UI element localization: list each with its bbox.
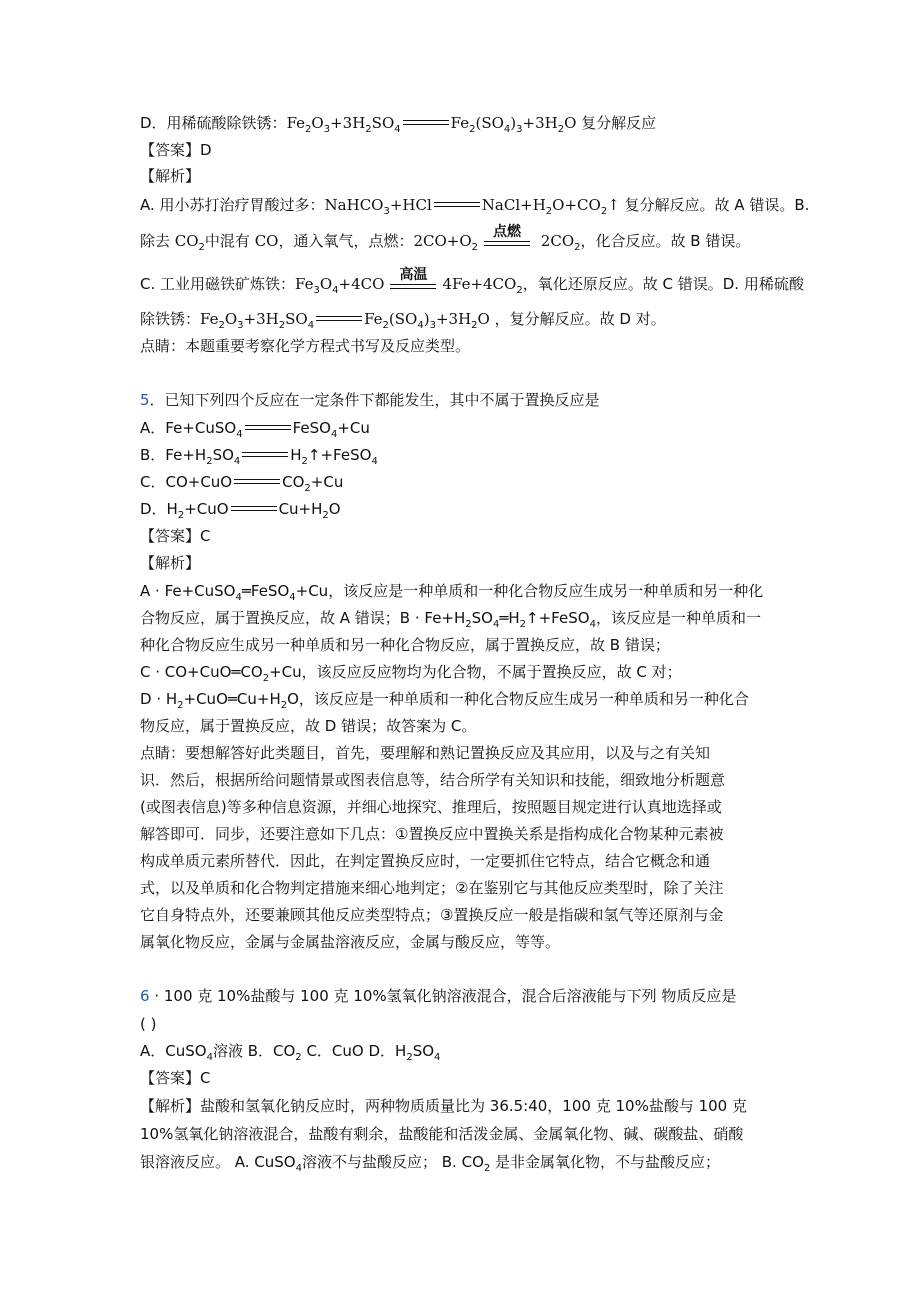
text-line [140, 224, 751, 258]
subscript: 2 [471, 320, 478, 331]
subscript: 4 [307, 320, 315, 331]
text-run: SO [471, 609, 493, 627]
text-run: 种化合物反应生成另一种单质和另一种化合物反应，属于置换反应，故 B 错误； [140, 636, 670, 654]
subscript: 4 [235, 592, 242, 603]
text-run: +3H [522, 114, 558, 132]
text-run: ═H [499, 609, 520, 627]
text-run: SO [371, 114, 395, 132]
subscript: 2 [465, 619, 472, 630]
text-run: O [564, 114, 577, 132]
text-line [140, 770, 725, 790]
subscript: 2 [280, 700, 288, 711]
question-number: 5 [140, 391, 150, 409]
text-run: ═FeSO [241, 582, 290, 600]
text-line [140, 113, 656, 140]
subscript: 3 [323, 124, 331, 135]
equals-bars [390, 283, 436, 290]
text-run: 银溶液反应。 A. CuSO [140, 1153, 296, 1171]
text-run: D · H [140, 690, 178, 708]
text-run: +3H [330, 114, 366, 132]
text-run: ．已知下列四个反应在一定条件下都能发生，其中不属于置换反应是 [149, 391, 600, 409]
text-run: Fe [450, 114, 470, 132]
text-run: 【答案】C [140, 527, 211, 545]
text-line [140, 267, 804, 301]
text-run: 【解析】 [140, 554, 201, 572]
condition-label: 点燃 [493, 224, 522, 240]
text-run: 物反应，属于置换反应，故 D 错误；故答案为 C。 [140, 717, 477, 735]
subscript: 2 [519, 619, 527, 630]
text-line [140, 418, 370, 445]
subscript: 4 [236, 429, 243, 440]
text-line [140, 336, 470, 356]
text-run: A. 用小苏打治疗胃酸过多： [140, 196, 325, 214]
text-run: +CuO [184, 500, 229, 518]
subscript: 2 [305, 124, 312, 135]
equals-sign [316, 316, 362, 324]
text-line [140, 1014, 156, 1034]
text-run: CO [282, 473, 305, 491]
text-run: (SO [388, 310, 418, 328]
subscript: 4 [417, 320, 424, 331]
reaction-condition [390, 267, 436, 290]
text-line [140, 581, 763, 608]
condition-label: 高温 [399, 267, 428, 283]
text-run: Fe [286, 114, 306, 132]
text-run: D．用稀硫酸除铁锈： [140, 114, 287, 132]
subscript: 3 [429, 320, 436, 331]
text-run: C · CO+CuO═CO [140, 663, 263, 681]
subscript: 3 [383, 206, 390, 217]
text-line [140, 1068, 210, 1088]
text-run: 式，以及单质和化合物判定措施来细心地判定；②在鉴别它与其他反应类型时，除了关注 [140, 879, 724, 897]
subscript: 3 [516, 124, 523, 135]
subscript: 4 [330, 429, 338, 440]
text-line [140, 553, 200, 573]
text-line [140, 390, 600, 410]
text-line [140, 905, 723, 925]
text-line [140, 195, 809, 222]
text-line [140, 878, 723, 898]
text-run: +Cu [337, 419, 370, 437]
text-run: B．Fe+H [140, 446, 207, 464]
subscript: 2 [262, 673, 270, 684]
subscript: 2 [483, 1163, 491, 1174]
text-run: ) [423, 310, 430, 328]
equals-sign [245, 425, 291, 433]
subscript: 2 [206, 456, 213, 467]
text-run: 【答案】D [140, 141, 212, 159]
text-run: (或图表信息)等多种信息资源，并细心地探究、推理后，按照题目规定进行认真地选择或 [140, 798, 722, 816]
subscript: 2 [177, 510, 185, 521]
text-run: A · Fe+CuSO [140, 582, 236, 600]
subscript: 2 [304, 483, 311, 494]
subscript: 2 [406, 1052, 413, 1063]
equals-sign [434, 202, 480, 210]
reaction-condition [484, 224, 530, 247]
text-line [140, 689, 749, 716]
text-run: 【解析】盐酸和氢氧化钠反应时，两种物质质量比为 36.5:40，100 克 10%盐酸与 100 克 [140, 1097, 747, 1115]
subscript: 4 [371, 456, 378, 467]
text-run: H [290, 446, 302, 464]
text-run: ，复分解反应。故 D 对。 [489, 310, 666, 328]
text-run: +3H [435, 310, 472, 328]
text-run: O，该反应是一种单质和一种化合物反应生成另一种单质和另一种化合 [287, 690, 749, 708]
text-run: +4CO [338, 275, 385, 293]
subscript: 4 [492, 619, 500, 630]
text-run: SO [412, 1042, 435, 1060]
text-run: O+CO [552, 196, 601, 214]
text-run: C．CO+CuO [140, 473, 233, 491]
text-run: 4Fe+4CO [442, 275, 517, 293]
text-run: 是非金属氧化物，不与盐酸反应； [490, 1153, 721, 1171]
text-run: +CuO═Cu+H [183, 690, 281, 708]
subscript: 2 [557, 124, 565, 135]
text-line [140, 716, 476, 736]
text-run: Fe [295, 275, 314, 293]
subscript: 4 [503, 124, 511, 135]
subscript: 4 [206, 1052, 213, 1063]
subscript: 4 [332, 285, 339, 296]
text-line [140, 166, 200, 186]
subscript: 4 [233, 456, 241, 467]
text-run: O [311, 114, 324, 132]
text-line [140, 309, 666, 336]
text-run: A．Fe+CuSO [140, 419, 237, 437]
text-run: 10%氢氧化钠溶液混合，盐酸有剩余，盐酸能和活泼金属、金属氧化物、碱、碳酸盐、硝酸 [140, 1125, 744, 1143]
text-run: Fe [200, 310, 219, 328]
subscript: 4 [289, 592, 296, 603]
text-run: +Cu，该反应是一种单质和一种化合物反应生成另一种单质和另一种化 [295, 582, 764, 600]
text-run: ↑ [607, 196, 620, 214]
text-run: ) [510, 114, 517, 132]
question-number: 6 [140, 987, 150, 1005]
text-line [140, 608, 761, 635]
subscript: 2 [545, 206, 553, 217]
subscript: 2 [322, 510, 329, 521]
text-run: ，氧化还原反应。故 C 错误。D. 用稀硫酸 [522, 275, 804, 293]
text-line [140, 499, 341, 526]
text-run: Fe [364, 310, 383, 328]
equals-bars [484, 240, 530, 247]
text-run: +HCl [389, 196, 432, 214]
subscript: 4 [434, 1052, 441, 1063]
text-run: ↑+FeSO [307, 446, 372, 464]
text-run: · 100 克 10%盐酸与 100 克 10%氢氧化钠溶液混合，混合后溶液能与下列 物质反应是 [149, 987, 737, 1005]
text-run: +3H [243, 310, 279, 328]
text-run: O [477, 310, 490, 328]
subscript: 2 [469, 124, 476, 135]
text-run: O [224, 310, 238, 328]
text-run: (SO [475, 114, 504, 132]
text-run: 复分解反应。故 A 错误。B. [619, 196, 810, 214]
text-run: A．CuSO [140, 1042, 207, 1060]
text-run: ，该反应是一种单质和一 [595, 609, 761, 627]
subscript: 2 [600, 206, 608, 217]
subscript: 3 [313, 285, 320, 296]
subscript: 4 [589, 619, 596, 630]
equals-sign [231, 506, 277, 514]
text-line [140, 1096, 747, 1116]
subscript: 4 [394, 124, 401, 135]
text-line [140, 662, 682, 689]
text-run: D．H [140, 500, 178, 518]
text-run: 【答案】C [140, 1069, 211, 1087]
text-line [140, 445, 378, 472]
subscript: 3 [237, 320, 244, 331]
text-run: 复分解反应 [576, 114, 657, 132]
text-run: 点睛：本题重要考察化学方程式书写及反应类型。 [140, 337, 471, 355]
subscript: 2 [177, 700, 184, 711]
text-line [140, 472, 343, 499]
text-line [140, 635, 670, 655]
text-line [140, 851, 710, 871]
text-run: +Cu，该反应反应物均为化合物，不属于置换反应，故 C 对； [269, 663, 682, 681]
text-run: +Cu [310, 473, 344, 491]
text-run: 溶液 B．CO [212, 1042, 296, 1060]
text-line [140, 1124, 743, 1144]
text-line [140, 743, 710, 763]
text-line [140, 526, 210, 546]
text-run: FeSO [292, 419, 331, 437]
text-run: 识．然后，根据所给问题情景或图表信息等，结合所学有关知识和技能，细致地分析题意 [140, 771, 726, 789]
text-line [140, 932, 560, 952]
text-run: 属氧化物反应，金属与金属盐溶液反应，金属与酸反应，等等。 [140, 933, 561, 951]
text-run: 【解析】 [140, 167, 201, 185]
text-line [140, 986, 736, 1006]
subscript: 2 [516, 285, 523, 296]
text-run: ，化合反应。故 B 错误。 [580, 232, 751, 250]
subscript: 2 [278, 320, 286, 331]
equals-sign [234, 479, 280, 487]
equals-sign [242, 452, 288, 460]
subscript: 2 [365, 124, 372, 135]
text-run: 除铁锈： [140, 310, 201, 328]
text-run: 它自身特点外，还要兼顾其他反应类型特点；③置换反应一般是指碳和氢气等还原剂与金 [140, 906, 724, 924]
text-run: C. 工业用磁铁矿炼铁： [140, 275, 296, 293]
equals-sign [403, 120, 449, 128]
subscript: 2 [218, 320, 225, 331]
text-run: SO [285, 310, 308, 328]
text-line [140, 140, 212, 160]
text-run: 解答即可．同步，还要注意如下几点：①置换反应中置换关系是指构成化合物某种元素被 [140, 825, 724, 843]
text-run: 溶液不与盐酸反应； B. CO [302, 1153, 484, 1171]
subscript: 4 [295, 1163, 302, 1174]
text-run: 点睛：要想解答好此类题目，首先，要理解和熟记置换反应及其应用，以及与之有关知 [140, 744, 711, 762]
text-line [140, 824, 723, 844]
subscript: 2 [295, 1052, 302, 1063]
subscript: 2 [301, 456, 308, 467]
text-line [140, 1041, 440, 1068]
text-run: O [328, 500, 341, 518]
text-line [140, 1152, 720, 1179]
subscript: 2 [198, 242, 205, 253]
text-run: ↑+FeSO [526, 609, 590, 627]
text-run: Cu+H [278, 500, 323, 518]
subscript: 2 [574, 242, 581, 253]
text-run: 合物反应，属于置换反应，故 A 错误；B · Fe+H [140, 609, 466, 627]
text-run: 构成单质元素所替代．因此，在判定置换反应时，一定要抓住它特点，结合它概念和通 [140, 852, 711, 870]
text-run: SO [212, 446, 234, 464]
text-run: NaHCO [324, 196, 384, 214]
text-run: O [319, 275, 333, 293]
text-line [140, 797, 722, 817]
subscript: 2 [471, 242, 479, 253]
text-run: 2CO [536, 232, 575, 250]
subscript: 2 [382, 320, 389, 331]
text-run: 中混有 CO，通入氧气，点燃：2CO+O [204, 232, 472, 250]
text-run: 除去 CO [140, 232, 199, 250]
text-run: NaCl+H [481, 196, 546, 214]
text-run: C．CuO D．H [301, 1042, 407, 1060]
text-run: ( ) [140, 1015, 157, 1033]
